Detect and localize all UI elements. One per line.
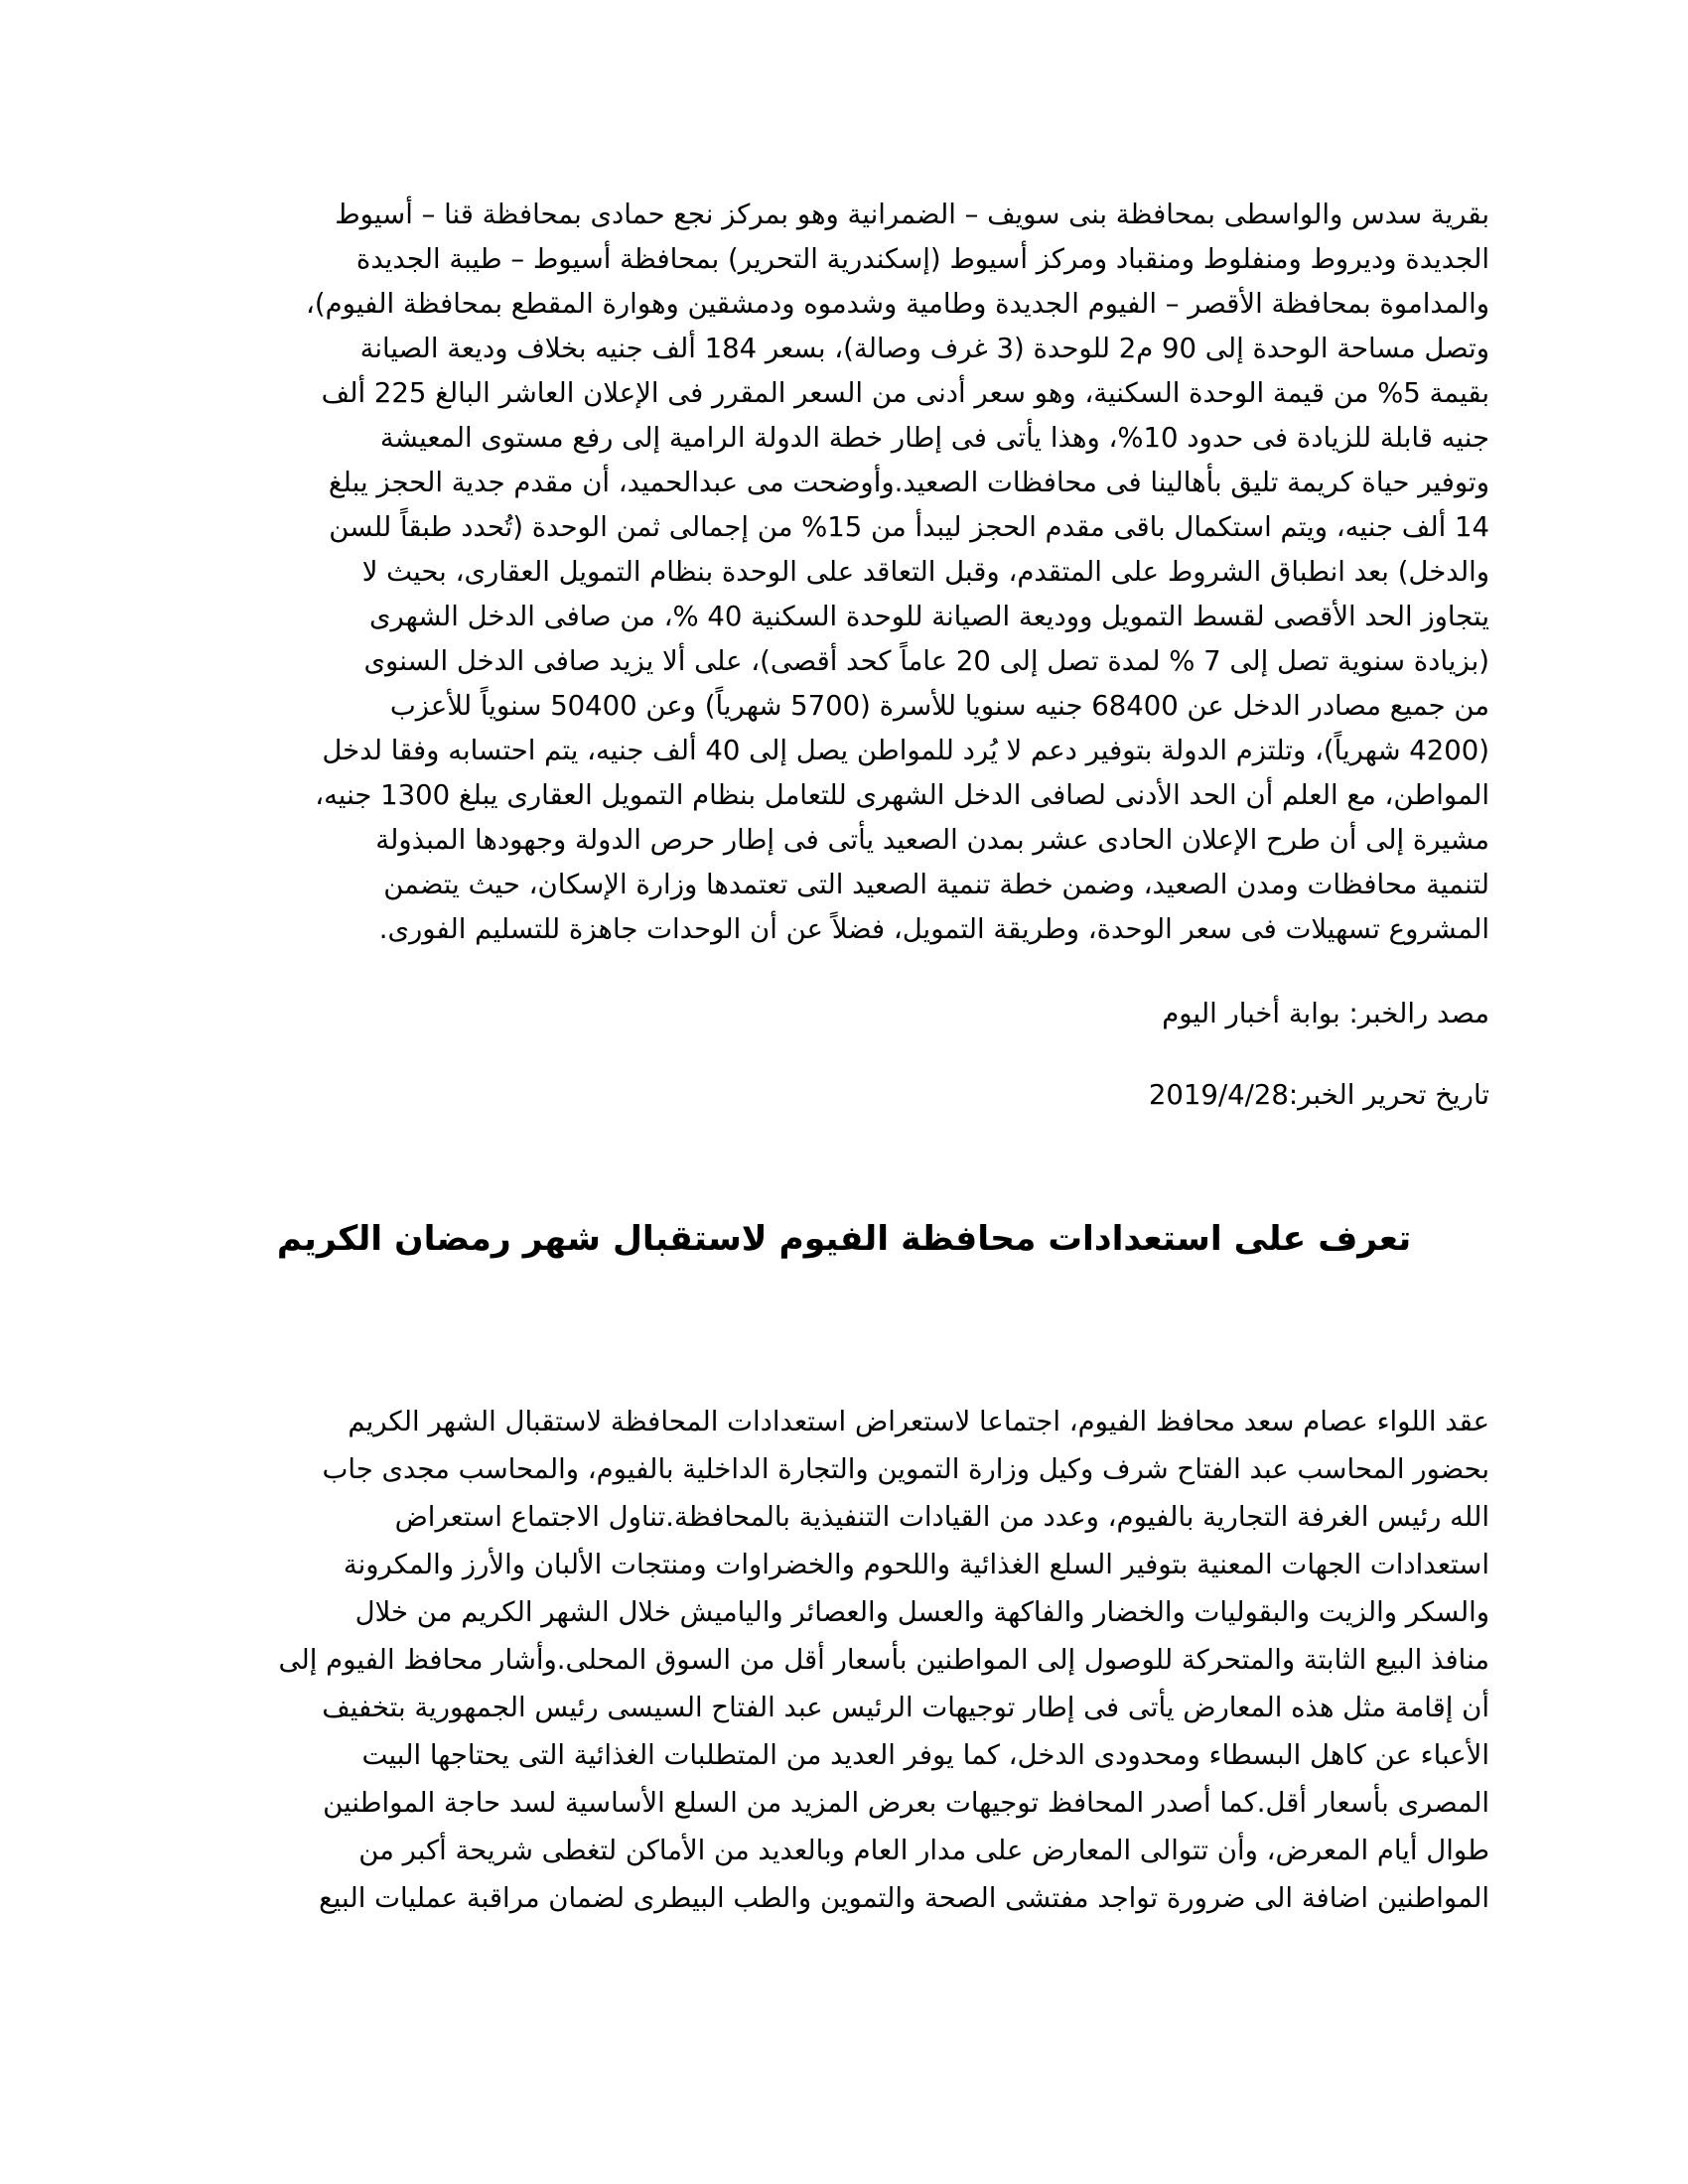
- article2-line: منافذ البيع الثابتة والمتحركة للوصول إلى المواطنين بأسعار أقل من السوق المحلى.وأشار محافظ الفيوم إلى: [278, 1644, 1489, 1676]
- news-source: مصد رالخبر: بوابة أخبار اليوم: [1162, 998, 1489, 1029]
- article1-line: بقرية سدس والواسطى بمحافظة بنى سويف – الضمرانية وهو بمركز نجع حمادى بمحافظة قنا – أسيوط: [335, 199, 1489, 230]
- article2-line: المصرى بأسعار أقل.كما أصدر المحافظ توجيهات بعرض المزيد من السلع الأساسية لسد حاجة المواطنين: [323, 1787, 1489, 1819]
- article1-line: الجديدة وديروط ومنفلوط ومنقباد ومركز أسيوط (إسكندرية التحرير) بمحافظة أسيوط – طيبة الجديدة: [355, 243, 1489, 275]
- article2-line: والسكر والزيت والبقوليات والخضار والفاكهة والعسل والعصائر والياميش خلال الشهر الكريم من خلال: [354, 1596, 1489, 1628]
- article2-line: الله رئيس الغرفة التجارية بالفيوم، وعدد من القيادات التنفيذية بالمحافظة.تناول الاجتماع استعراض: [394, 1501, 1489, 1533]
- article1-line: (بزيادة سنوية تصل إلى 7 % لمدة تصل إلى 20 عاماً كحد أقصى)، على ألا يزيد صافى الدخل السنوى: [363, 645, 1489, 677]
- article2-line: استعدادات الجهات المعنية بتوفير السلع الغذائية واللحوم والخضراوات ومنتجات الألبان والأرز والمكرونة: [343, 1549, 1489, 1580]
- news-date: تاريخ تحرير الخبر:2019/4/28: [1148, 1079, 1489, 1111]
- article1-line: لتنمية محافظات ومدن الصعيد، وضمن خطة تنمية الصعيد التى تعتمدها وزارة الإسكان، حيث يتضمن: [383, 869, 1489, 900]
- article1-line: المواطن، مع العلم أن الحد الأدنى لصافى الدخل الشهرى للتعامل بنظام التمويل العقارى يبلغ 1300 جنيه،: [315, 779, 1489, 811]
- article1-line: مشيرة إلى أن طرح الإعلان الحادى عشر بمدن الصعيد يأتى فى إطار حرص الدولة وجهودها المبذولة: [375, 824, 1489, 856]
- article2-line: الأعباء عن كاهل البسطاء ومحدودى الدخل، كما يوفر العديد من المتطلبات الغذائية التى يحتاجها البيت: [361, 1739, 1489, 1771]
- article1-line: 14 ألف جنيه، ويتم استكمال باقى مقدم الحجز ليبدأ من 15% من إجمالى ثمن الوحدة (تُحدد طبقاً للسن: [329, 511, 1489, 543]
- article1-line: جنيه قابلة للزيادة فى حدود 10%، وهذا يأتى فى إطار خطة الدولة الرامية إلى رفع مستوى المعيشة: [379, 422, 1489, 454]
- article1-line: المشروع تسهيلات فى سعر الوحدة، وطريقة التمويل، فضلاً عن أن الوحدات جاهزة للتسليم الفورى.: [378, 913, 1489, 945]
- article1-line: بقيمة 5% من قيمة الوحدة السكنية، وهو سعر أدنى من السعر المقرر فى الإعلان العاشر البالغ 225 ألف: [321, 377, 1489, 409]
- article2-line: المواطنين اضافة الى ضرورة تواجد مفتشى الصحة والتموين والطب البيطرى لضمان مراقبة عمليات البيع: [319, 1882, 1489, 1914]
- article1-line: من جميع مصادر الدخل عن 68400 جنيه سنويا للأسرة (5700 شهرياً) وعن 50400 سنوياً للأعزب: [389, 690, 1489, 722]
- article2-line: بحضور المحاسب عبد الفتاح شرف وكيل وزارة التموين والتجارة الداخلية بالفيوم، والمحاسب مجدى جاب: [322, 1453, 1489, 1485]
- article-heading: تعرف على استعدادات محافظة الفيوم لاستقبال شهر رمضان الكريم: [276, 1219, 1412, 1259]
- article1-line: يتجاوز الحد الأقصى لقسط التمويل ووديعة الصيانة للوحدة السكنية 40 %، من صافى الدخل الشهرى: [368, 601, 1489, 632]
- article1-line: وتصل مساحة الوحدة إلى 90 م2 للوحدة (3 غرف وصالة)، بسعر 184 ألف جنيه بخلاف وديعة الصيانة: [359, 333, 1489, 364]
- article2-line: طوال أيام المعرض، وأن تتوالى المعارض على مدار العام وبالعديد من الأماكن لتغطى شريحة أكبر من: [358, 1835, 1489, 1866]
- article2-line: أن إقامة مثل هذه المعارض يأتى فى إطار توجيهات الرئيس عبد الفتاح السيسى رئيس الجمهورية بتخفيف: [322, 1692, 1489, 1723]
- article1-line: وتوفير حياة كريمة تليق بأهالينا فى محافظات الصعيد.وأوضحت مى عبدالحميد، أن مقدم جدية الحجز يبلغ: [328, 467, 1489, 498]
- article1-line: والمداموة بمحافظة الأقصر – الفيوم الجديدة وطامية وشدموه ودمشقين وهوارة المقطع بمحافظة الفيوم)،: [306, 288, 1489, 320]
- article2-line: عقد اللواء عصام سعد محافظ الفيوم، اجتماعا لاستعراض استعدادات المحافظة لاستقبال الشهر الكريم: [348, 1406, 1489, 1437]
- article1-line: (4200 شهرياً)، وتلتزم الدولة بتوفير دعم لا يُرد للمواطن يصل إلى 40 ألف جنيه، يتم احتسابه وفقا لدخل: [322, 735, 1489, 766]
- article1-line: والدخل) بعد انطباق الشروط على المتقدم، وقبل التعاقد على الوحدة بنظام التمويل العقارى، بحيث لا: [361, 556, 1489, 588]
